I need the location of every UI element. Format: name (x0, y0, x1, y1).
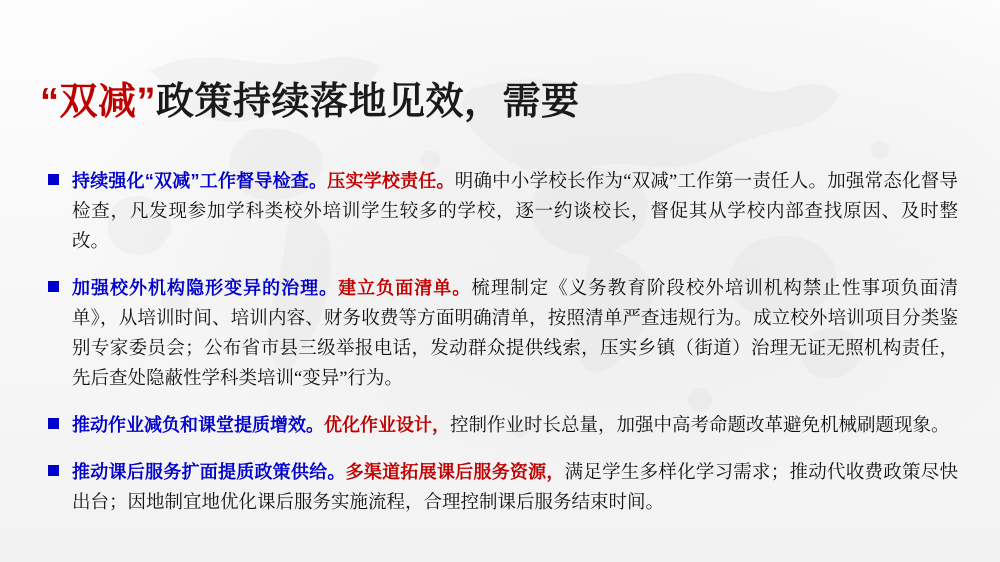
emphasis-blue: 推动作业减负和课堂提质增效。 (72, 415, 324, 435)
bullet-paragraph (72, 273, 958, 394)
title-highlight: “双减” (40, 80, 157, 123)
list-item (46, 410, 958, 441)
emphasis-red: 建立负面清单。 (338, 278, 472, 298)
page-title (40, 66, 960, 128)
body-text: 明确中小学校长作为“双减”工作第一责任人。加强常态化督导检查，凡发现参加学科类校外培训学生较多的学校，逐一约谈校长，督促其从学校内部查找原因、及时整改。 (72, 172, 958, 252)
body-text: 梳理制定《义务教育阶段校外培训机构禁止性事项负面清单》，从培训时间、培训内容、财务收费等方面明确清单，按照清单严查违规行为。成立校外培训项目分类鉴别专家委员会；公布省市县三级举报电话，发动群众提供线索，压实乡镇（街道）治理无证无照机构责任，先后查处隐蔽性学科类培训“变异”行为。 (72, 279, 958, 389)
square-bullet-icon (48, 465, 59, 476)
emphasis-blue: 持续强化“双减”工作督导检查。 (72, 171, 328, 191)
body-text: 满足学生多样化学习需求；推动代收费政策尽快出台；因地制宜地优化课后服务实施流程，合理控制课后服务结束时间。 (72, 463, 958, 513)
emphasis-blue: 加强校外机构隐形变异的治理。 (72, 278, 339, 298)
square-bullet-icon (48, 281, 59, 292)
body-text: 控制作业时长总量，加强中高考命题改革避免机械刷题现象。 (450, 416, 950, 436)
title-rest: 政策持续落地见效，需要 (156, 80, 580, 123)
emphasis-red: 多渠道拓展课后服务资源， (345, 462, 565, 482)
list-item (46, 273, 958, 394)
list-item (46, 457, 958, 518)
emphasis-blue: 推动课后服务扩面提质政策供给。 (72, 462, 346, 482)
square-bullet-icon (48, 418, 59, 429)
emphasis-red: 压实学校责任。 (327, 171, 455, 191)
list-item (46, 166, 958, 257)
bullet-paragraph (72, 410, 958, 441)
emphasis-red: 优化作业设计， (324, 415, 450, 435)
bullet-paragraph (72, 457, 958, 518)
bullet-paragraph (72, 166, 958, 257)
title-text (40, 70, 580, 125)
square-bullet-icon (48, 174, 59, 185)
bullet-list (46, 166, 958, 518)
